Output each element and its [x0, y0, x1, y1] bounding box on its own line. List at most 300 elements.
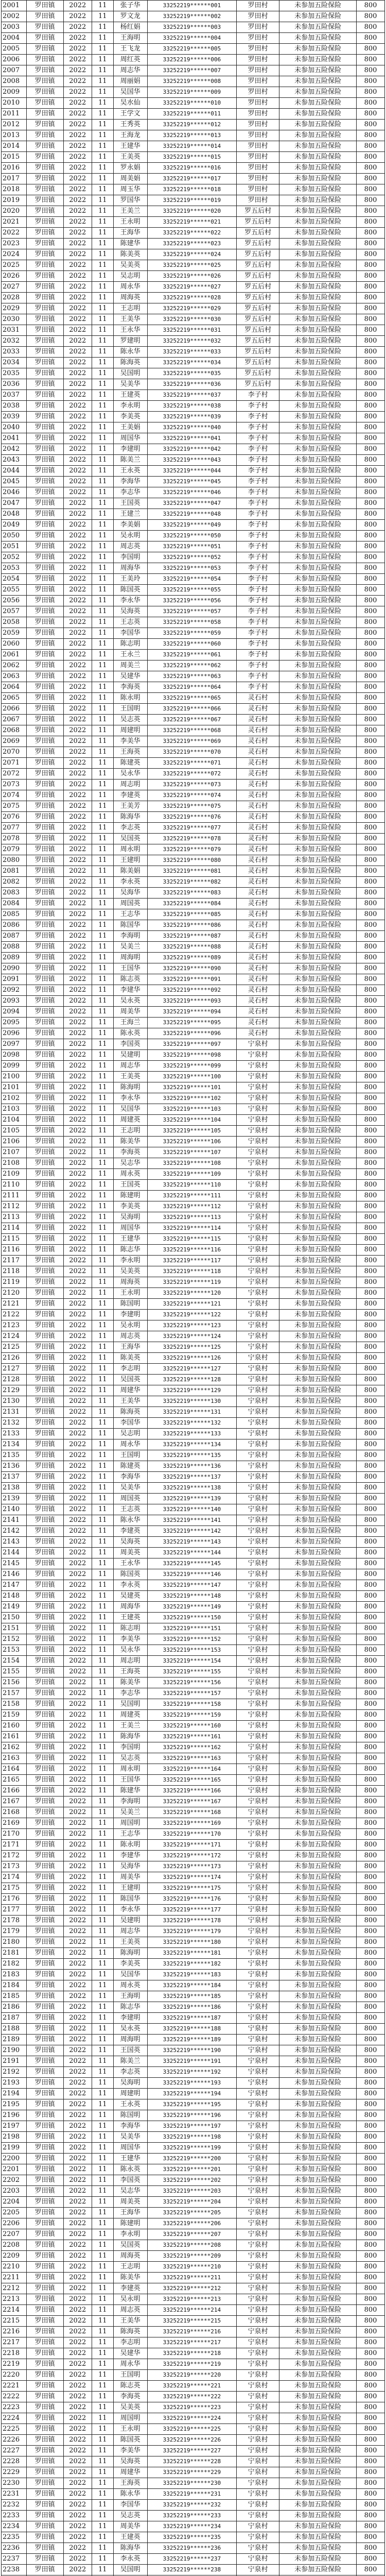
village-cell: 宁泉村 — [237, 1504, 279, 1515]
year-cell: 2022 — [63, 520, 92, 531]
month-cell: 11 — [92, 1775, 113, 1786]
row-number: 2238 — [2, 2565, 27, 2575]
village-cell: 罗五后村 — [237, 368, 279, 379]
year-cell: 2022 — [63, 1840, 92, 1851]
category-cell: 未参加五险保险 — [279, 1667, 357, 1677]
table-row — [2, 1991, 385, 2002]
category-cell: 未参加五险保险 — [279, 1082, 357, 1093]
id-number-cell: 33252219******225 — [147, 2424, 237, 2435]
amount-cell: 800 — [357, 2121, 385, 2132]
village-cell: 宁泉村 — [237, 2532, 279, 2543]
table-row — [2, 130, 385, 141]
village-cell: 宁泉村 — [237, 1353, 279, 1364]
amount-cell: 800 — [357, 1396, 385, 1407]
year-cell: 2022 — [63, 1818, 92, 1829]
town-cell: 罗田镇 — [26, 1104, 63, 1115]
category-cell: 未参加五险保险 — [279, 2056, 357, 2067]
month-cell: 11 — [92, 996, 113, 1007]
town-cell: 罗田镇 — [26, 195, 63, 206]
table-row — [2, 1169, 385, 1180]
town-cell: 罗田镇 — [26, 2197, 63, 2208]
category-cell: 未参加五险保险 — [279, 1905, 357, 1916]
category-cell: 未参加五险保险 — [279, 693, 357, 704]
amount-cell: 800 — [357, 2467, 385, 2478]
name-cell: 周建华 — [113, 1385, 147, 1396]
id-number-cell: 33252219******127 — [147, 1364, 237, 1375]
month-cell: 11 — [92, 2045, 113, 2056]
town-cell: 罗田镇 — [26, 477, 63, 487]
id-number-cell: 33252219******201 — [147, 2164, 237, 2175]
year-cell: 2022 — [63, 1753, 92, 1764]
id-number-cell: 33252219******160 — [147, 1721, 237, 1732]
table-row — [2, 2337, 385, 2348]
table-row — [2, 1396, 385, 1407]
row-number: 2064 — [2, 682, 27, 693]
village-cell: 宁泉村 — [237, 2348, 279, 2359]
category-cell: 未参加五险保险 — [279, 1212, 357, 1223]
month-cell: 11 — [92, 2024, 113, 2035]
name-cell: 吴志英 — [113, 2511, 147, 2521]
name-cell: 李美华 — [113, 2446, 147, 2456]
town-cell: 罗田镇 — [26, 1201, 63, 1212]
town-cell: 罗田镇 — [26, 1916, 63, 1926]
table-row — [2, 98, 385, 109]
month-cell: 11 — [92, 1104, 113, 1115]
id-number-cell: 33252219******056 — [147, 596, 237, 606]
town-cell: 罗田镇 — [26, 347, 63, 358]
amount-cell: 800 — [357, 271, 385, 282]
village-cell: 宁泉村 — [237, 1093, 279, 1104]
year-cell: 2022 — [63, 109, 92, 120]
amount-cell: 800 — [357, 909, 385, 920]
village-cell: 宁泉村 — [237, 2327, 279, 2337]
year-cell: 2022 — [63, 639, 92, 650]
id-number-cell: 33252219******223 — [147, 2402, 237, 2413]
year-cell: 2022 — [63, 2273, 92, 2283]
town-cell: 罗田镇 — [26, 433, 63, 444]
amount-cell: 800 — [357, 2316, 385, 2327]
row-number: 2210 — [2, 2262, 27, 2273]
town-cell: 罗田镇 — [26, 1461, 63, 1472]
year-cell: 2022 — [63, 1872, 92, 1883]
name-cell: 吴国明 — [113, 2565, 147, 2575]
amount-cell: 800 — [357, 1266, 385, 1277]
category-cell: 未参加五险保险 — [279, 931, 357, 942]
village-cell: 宁泉村 — [237, 1375, 279, 1385]
table-row — [2, 920, 385, 931]
town-cell: 罗田镇 — [26, 2381, 63, 2392]
name-cell: 吴美兰 — [113, 1807, 147, 1818]
row-number: 2086 — [2, 920, 27, 931]
village-cell: 灵石村 — [237, 801, 279, 812]
town-cell: 罗田镇 — [26, 2056, 63, 2067]
amount-cell: 800 — [357, 379, 385, 390]
amount-cell: 800 — [357, 1926, 385, 1937]
id-number-cell: 33252219******181 — [147, 1948, 237, 1959]
year-cell: 2022 — [63, 1797, 92, 1807]
table-row — [2, 1840, 385, 1851]
table-row — [2, 1699, 385, 1710]
table-row — [2, 1970, 385, 1980]
category-cell: 未参加五险保险 — [279, 206, 357, 217]
town-cell: 罗田镇 — [26, 1710, 63, 1721]
month-cell: 11 — [92, 823, 113, 834]
name-cell: 罗文龙 — [113, 11, 147, 22]
year-cell: 2022 — [63, 509, 92, 520]
table-row — [2, 141, 385, 152]
row-number: 2025 — [2, 260, 27, 271]
amount-cell: 800 — [357, 1558, 385, 1569]
row-number: 2006 — [2, 55, 27, 65]
town-cell: 罗田镇 — [26, 130, 63, 141]
id-number-cell: 33252219******083 — [147, 888, 237, 899]
id-number-cell: 33252219******154 — [147, 1656, 237, 1667]
village-cell: 宁泉村 — [237, 2110, 279, 2121]
amount-cell: 800 — [357, 1937, 385, 1948]
table-row — [2, 87, 385, 98]
amount-cell: 800 — [357, 574, 385, 585]
name-cell: 吴美英 — [113, 2402, 147, 2413]
month-cell: 11 — [92, 195, 113, 206]
village-cell: 灵石村 — [237, 693, 279, 704]
town-cell: 罗田镇 — [26, 1310, 63, 1320]
amount-cell: 800 — [357, 1, 385, 11]
year-cell: 2022 — [63, 293, 92, 303]
month-cell: 11 — [92, 1353, 113, 1364]
month-cell: 11 — [92, 347, 113, 358]
row-number: 2026 — [2, 271, 27, 282]
town-cell: 罗田镇 — [26, 249, 63, 260]
id-number-cell: 33252219******150 — [147, 1613, 237, 1623]
year-cell: 2022 — [63, 44, 92, 55]
town-cell: 罗田镇 — [26, 1331, 63, 1342]
month-cell: 11 — [92, 2392, 113, 2402]
category-cell: 未参加五险保险 — [279, 325, 357, 336]
month-cell: 11 — [92, 1667, 113, 1677]
year-cell: 2022 — [63, 2078, 92, 2089]
amount-cell: 800 — [357, 1580, 385, 1591]
table-row — [2, 444, 385, 455]
year-cell: 2022 — [63, 130, 92, 141]
town-cell: 罗田镇 — [26, 942, 63, 953]
name-cell: 王美英 — [113, 1937, 147, 1948]
town-cell: 罗田镇 — [26, 2467, 63, 2478]
row-number: 2175 — [2, 1883, 27, 1894]
table-row — [2, 2402, 385, 2413]
id-number-cell: 33252219******023 — [147, 239, 237, 249]
month-cell: 11 — [92, 1504, 113, 1515]
town-cell: 罗田镇 — [26, 1028, 63, 1039]
town-cell: 罗田镇 — [26, 660, 63, 671]
id-number-cell: 33252219******217 — [147, 2337, 237, 2348]
id-number-cell: 33252219******122 — [147, 1310, 237, 1320]
table-row — [2, 2424, 385, 2435]
amount-cell: 800 — [357, 152, 385, 163]
table-row — [2, 736, 385, 747]
category-cell: 未参加五险保险 — [279, 2251, 357, 2262]
row-number: 2067 — [2, 715, 27, 725]
row-number: 2075 — [2, 801, 27, 812]
category-cell: 未参加五险保险 — [279, 769, 357, 779]
amount-cell: 800 — [357, 1807, 385, 1818]
row-number: 2161 — [2, 1732, 27, 1742]
village-cell: 宁泉村 — [237, 1039, 279, 1050]
row-number: 2166 — [2, 1786, 27, 1797]
amount-cell: 800 — [357, 260, 385, 271]
month-cell: 11 — [92, 239, 113, 249]
town-cell: 罗田镇 — [26, 1472, 63, 1483]
category-cell: 未参加五险保险 — [279, 174, 357, 184]
table-row — [2, 2294, 385, 2305]
village-cell: 李子村 — [237, 617, 279, 628]
town-cell: 罗田镇 — [26, 844, 63, 855]
town-cell: 罗田镇 — [26, 920, 63, 931]
name-cell: 陈美兰 — [113, 2056, 147, 2067]
id-number-cell: 33252219******049 — [147, 520, 237, 531]
name-cell: 陈国明 — [113, 1299, 147, 1310]
amount-cell: 800 — [357, 996, 385, 1007]
village-cell: 罗田村 — [237, 120, 279, 130]
village-cell: 宁泉村 — [237, 2370, 279, 2381]
name-cell: 陈美兰 — [113, 455, 147, 466]
table-row — [2, 1418, 385, 1429]
category-cell: 未参加五险保险 — [279, 2521, 357, 2532]
id-number-cell: 33252219******054 — [147, 574, 237, 585]
town-cell: 罗田镇 — [26, 2132, 63, 2143]
category-cell: 未参加五险保险 — [279, 336, 357, 347]
town-cell: 罗田镇 — [26, 65, 63, 76]
table-row — [2, 422, 385, 433]
row-number: 2209 — [2, 2251, 27, 2262]
month-cell: 11 — [92, 379, 113, 390]
category-cell: 未参加五险保险 — [279, 1894, 357, 1905]
year-cell: 2022 — [63, 2565, 92, 2575]
row-number: 2231 — [2, 2489, 27, 2500]
category-cell: 未参加五险保险 — [279, 1764, 357, 1775]
amount-cell: 800 — [357, 141, 385, 152]
month-cell: 11 — [92, 498, 113, 509]
table-row — [2, 2067, 385, 2078]
id-number-cell: 33252219******234 — [147, 2521, 237, 2532]
category-cell: 未参加五险保险 — [279, 1775, 357, 1786]
category-cell: 未参加五险保险 — [279, 1883, 357, 1894]
row-number: 2063 — [2, 671, 27, 682]
table-row — [2, 1721, 385, 1732]
category-cell: 未参加五险保险 — [279, 974, 357, 985]
amount-cell: 800 — [357, 563, 385, 574]
year-cell: 2022 — [63, 455, 92, 466]
village-cell: 罗五后村 — [237, 336, 279, 347]
amount-cell: 800 — [357, 1472, 385, 1483]
amount-cell: 800 — [357, 844, 385, 855]
month-cell: 11 — [92, 1245, 113, 1256]
name-cell: 陈永华 — [113, 347, 147, 358]
month-cell: 11 — [92, 98, 113, 109]
table-row — [2, 2435, 385, 2446]
id-number-cell: 33252219******025 — [147, 260, 237, 271]
town-cell: 罗田镇 — [26, 2327, 63, 2337]
id-number-cell: 33252219******051 — [147, 541, 237, 552]
month-cell: 11 — [92, 1905, 113, 1916]
name-cell: 吴美英 — [113, 260, 147, 271]
village-cell: 宁泉村 — [237, 2273, 279, 2283]
row-number: 2099 — [2, 1061, 27, 1072]
town-cell: 罗田镇 — [26, 466, 63, 477]
village-cell: 灵石村 — [237, 985, 279, 996]
name-cell: 李志英 — [113, 2067, 147, 2078]
village-cell: 宁泉村 — [237, 1851, 279, 1861]
town-cell: 罗田镇 — [26, 2110, 63, 2121]
row-number: 2051 — [2, 541, 27, 552]
village-cell: 李子村 — [237, 596, 279, 606]
row-number: 2201 — [2, 2164, 27, 2175]
month-cell: 11 — [92, 1861, 113, 1872]
id-number-cell: 33252219******185 — [147, 1991, 237, 2002]
town-cell: 罗田镇 — [26, 1894, 63, 1905]
amount-cell: 800 — [357, 1418, 385, 1429]
id-number-cell: 33252219******136 — [147, 1461, 237, 1472]
village-cell: 宁泉村 — [237, 1829, 279, 1840]
row-number: 2077 — [2, 823, 27, 834]
year-cell: 2022 — [63, 1613, 92, 1623]
id-number-cell: 33252219******059 — [147, 628, 237, 639]
category-cell: 未参加五险保险 — [279, 1959, 357, 1970]
month-cell: 11 — [92, 444, 113, 455]
table-row — [2, 1916, 385, 1926]
year-cell: 2022 — [63, 1732, 92, 1742]
year-cell: 2022 — [63, 985, 92, 996]
month-cell: 11 — [92, 282, 113, 293]
table-row — [2, 2035, 385, 2045]
name-cell: 王建明 — [113, 1883, 147, 1894]
amount-cell: 800 — [357, 228, 385, 239]
month-cell: 11 — [92, 1137, 113, 1147]
table-row — [2, 2456, 385, 2467]
row-number: 2138 — [2, 1483, 27, 1494]
month-cell: 11 — [92, 2489, 113, 2500]
row-number: 2218 — [2, 2348, 27, 2359]
id-number-cell: 33252219******176 — [147, 1894, 237, 1905]
name-cell: 王美兰 — [113, 206, 147, 217]
row-number: 2046 — [2, 487, 27, 498]
amount-cell: 800 — [357, 1028, 385, 1039]
village-cell: 宁泉村 — [237, 1840, 279, 1851]
category-cell: 未参加五险保险 — [279, 2283, 357, 2294]
year-cell: 2022 — [63, 1580, 92, 1591]
year-cell: 2022 — [63, 1905, 92, 1916]
table-row — [2, 855, 385, 866]
category-cell: 未参加五险保险 — [279, 1851, 357, 1861]
table-row — [2, 1353, 385, 1364]
name-cell: 李永明 — [113, 2229, 147, 2240]
row-number: 2058 — [2, 617, 27, 628]
month-cell: 11 — [92, 1234, 113, 1245]
month-cell: 11 — [92, 1439, 113, 1450]
category-cell: 未参加五险保险 — [279, 1732, 357, 1742]
row-number: 2056 — [2, 596, 27, 606]
village-cell: 宁泉村 — [237, 2067, 279, 2078]
village-cell: 宁泉村 — [237, 1234, 279, 1245]
name-cell: 王海英 — [113, 2478, 147, 2489]
row-number: 2081 — [2, 866, 27, 877]
category-cell: 未参加五险保险 — [279, 617, 357, 628]
row-number: 2094 — [2, 1007, 27, 1018]
id-number-cell: 33252219******146 — [147, 1569, 237, 1580]
row-number: 2188 — [2, 2024, 27, 2035]
category-cell: 未参加五险保险 — [279, 11, 357, 22]
village-cell: 宁泉村 — [237, 1786, 279, 1797]
month-cell: 11 — [92, 736, 113, 747]
id-number-cell: 33252219******061 — [147, 650, 237, 660]
amount-cell: 800 — [357, 1537, 385, 1548]
category-cell: 未参加五险保险 — [279, 1126, 357, 1137]
town-cell: 罗田镇 — [26, 1548, 63, 1558]
category-cell: 未参加五险保险 — [279, 412, 357, 422]
row-number: 2119 — [2, 1277, 27, 1288]
id-number-cell: 33252219******016 — [147, 163, 237, 174]
year-cell: 2022 — [63, 2456, 92, 2467]
name-cell: 王国明 — [113, 2370, 147, 2381]
village-cell: 宁泉村 — [237, 1385, 279, 1396]
table-row — [2, 963, 385, 974]
month-cell: 11 — [92, 1277, 113, 1288]
category-cell: 未参加五险保险 — [279, 1234, 357, 1245]
town-cell: 罗田镇 — [26, 1, 63, 11]
month-cell: 11 — [92, 401, 113, 412]
name-cell: 王建英 — [113, 390, 147, 401]
village-cell: 宁泉村 — [237, 1710, 279, 1721]
name-cell: 周国英 — [113, 899, 147, 909]
table-row — [2, 682, 385, 693]
village-cell: 宁泉村 — [237, 1959, 279, 1970]
category-cell: 未参加五险保险 — [279, 682, 357, 693]
month-cell: 11 — [92, 2478, 113, 2489]
year-cell: 2022 — [63, 1169, 92, 1180]
name-cell: 李海英 — [113, 2392, 147, 2402]
month-cell: 11 — [92, 2132, 113, 2143]
row-number: 2106 — [2, 1137, 27, 1147]
year-cell: 2022 — [63, 1699, 92, 1710]
category-cell: 未参加五险保险 — [279, 2348, 357, 2359]
amount-cell: 800 — [357, 1234, 385, 1245]
id-number-cell: 33252219******034 — [147, 358, 237, 368]
year-cell: 2022 — [63, 487, 92, 498]
category-cell: 未参加五险保险 — [279, 2456, 357, 2467]
amount-cell: 800 — [357, 736, 385, 747]
amount-cell: 800 — [357, 2143, 385, 2154]
year-cell: 2022 — [63, 2110, 92, 2121]
id-number-cell: 33252219******237 — [147, 2554, 237, 2565]
row-number: 2107 — [2, 1147, 27, 1158]
name-cell: 李永明 — [113, 1256, 147, 1266]
village-cell: 灵石村 — [237, 779, 279, 790]
category-cell: 未参加五险保险 — [279, 671, 357, 682]
month-cell: 11 — [92, 877, 113, 888]
town-cell: 罗田镇 — [26, 2143, 63, 2154]
category-cell: 未参加五险保险 — [279, 1266, 357, 1277]
month-cell: 11 — [92, 1450, 113, 1461]
town-cell: 罗田镇 — [26, 996, 63, 1007]
table-row — [2, 1288, 385, 1299]
category-cell: 未参加五险保险 — [279, 152, 357, 163]
amount-cell: 800 — [357, 239, 385, 249]
village-cell: 宁泉村 — [237, 2554, 279, 2565]
amount-cell: 800 — [357, 44, 385, 55]
name-cell: 王永明 — [113, 1288, 147, 1299]
year-cell: 2022 — [63, 1526, 92, 1537]
village-cell: 罗五后村 — [237, 217, 279, 228]
name-cell: 陈永英 — [113, 1028, 147, 1039]
